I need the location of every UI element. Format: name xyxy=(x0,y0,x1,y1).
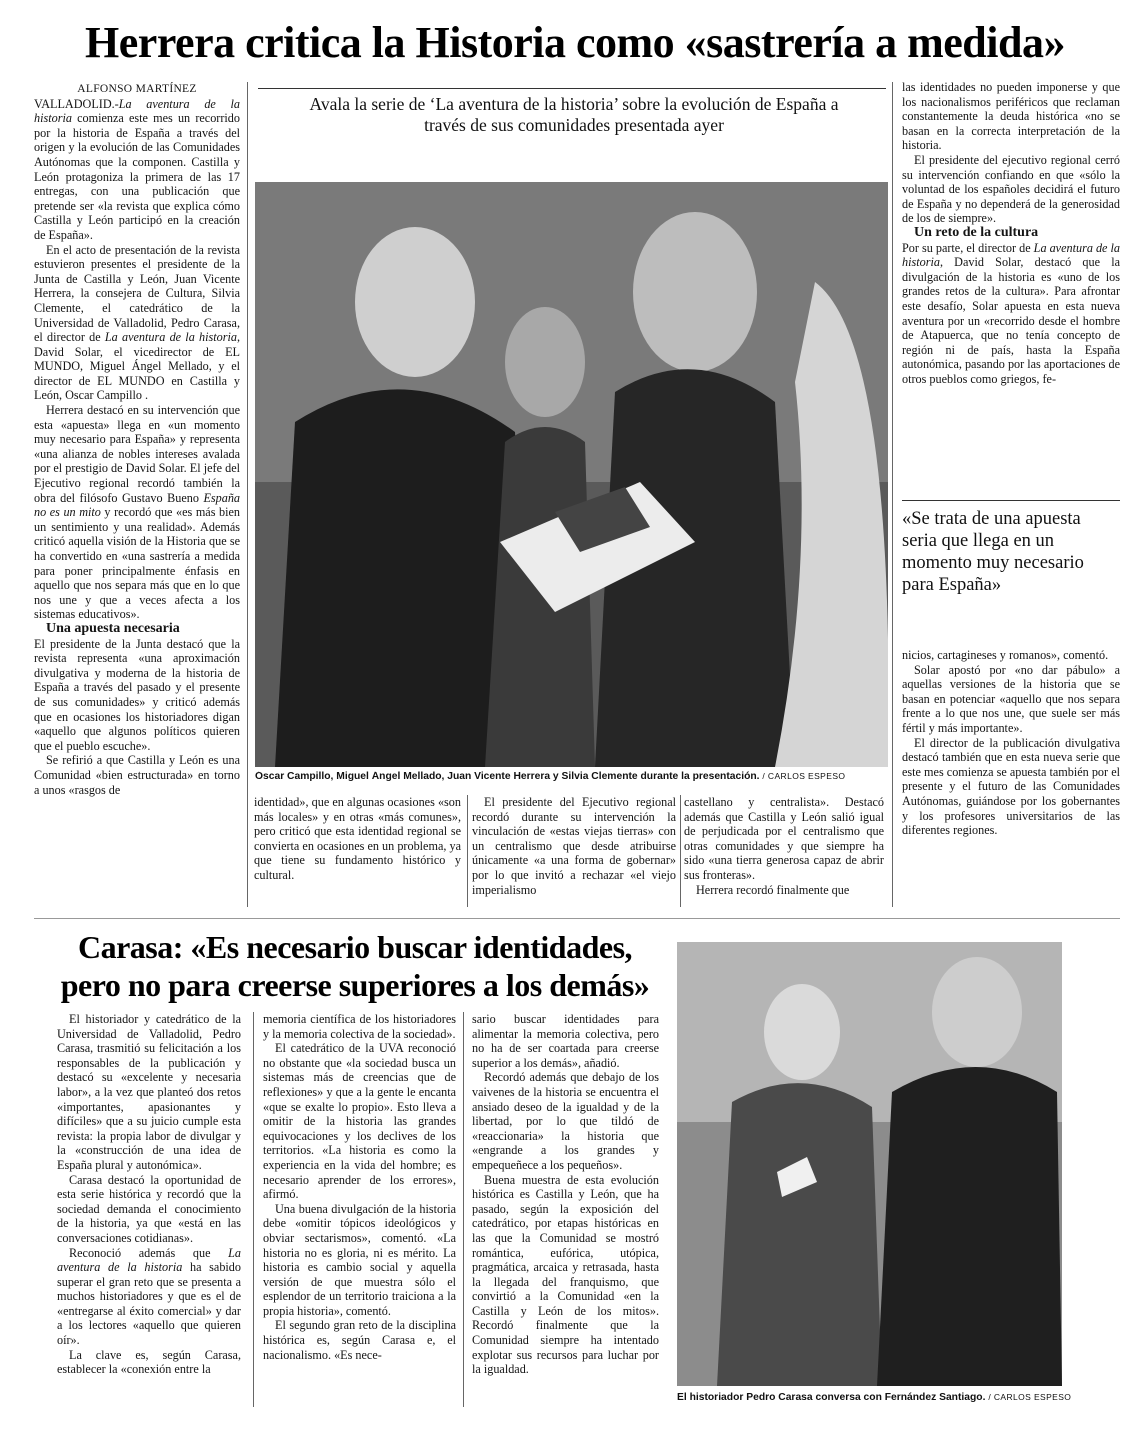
paragraph: El presidente del ejecutivo regional cerró su intervención confiando en que «sólo la voluntad de los españoles decidirá el futuro de España y no dependerá de la generosidad de los de siempre». xyxy=(902,152,1120,226)
paragraph: sario buscar identidades para alimentar la memoria colectiva, pero no ha de ser coartada para creerse superior a los demás», añadió. xyxy=(472,1012,659,1070)
paragraph: memoria científica de los historiadores y la memoria colectiva de la sociedad». xyxy=(263,1012,456,1041)
paragraph: las identidades no pueden imponerse y que los nacionalismos periféricos que reclaman constantemente la deuda histórica «no se basan en la correcta interpretación de la historia. xyxy=(902,80,1120,153)
article1-column-4 xyxy=(684,795,884,907)
paragraph: Herrera recordó finalmente que xyxy=(696,882,850,897)
article1-column-2 xyxy=(254,795,461,907)
paragraph: El presidente de la Junta destacó que la revista representa «una aproximación divulgativa y moderna de la historia de España a través del pasado y el presente de sus comunidades» y criticó además que en ocasiones los historiadores digan «aquello que algunos políticos quieren que el pueblo escuche». xyxy=(34,636,240,753)
article1-column-right xyxy=(902,80,1120,500)
paragraph: Solar apostó por «no dar pábulo» a aquellas versiones de la historia que se basan en potenciar «aquello que nos separa frente a lo que nos une, que suele ser más fértil y más importante». xyxy=(902,662,1120,735)
headline-line-1: Carasa: «Es necesario buscar identidades, xyxy=(77,929,633,965)
headline-line-2: pero no para creerse superiores a los demás» xyxy=(60,967,650,1003)
article2-column-1 xyxy=(57,1012,241,1407)
paragraph: nicios, cartagineses y romanos», comentó. xyxy=(902,648,1109,662)
article1-column-1 xyxy=(34,82,240,907)
main-headline: Herrera critica la Historia como «sastrería a medida» xyxy=(85,18,1065,67)
paragraph: castellano y centralista». Destacó además que Castilla y León salió igual de perjudicada por el centralismo que otras comunidades y que siempre ha sido «una tierra generosa capaz de abrir sus fronteras». xyxy=(684,795,884,882)
paragraph: Buena muestra de esta evolución histórica es Castilla y León, que ha pasado, según la exposición del catedrático, por etapas históricas en las que la Comunidad se mostró romántica, eufórica, utópica, pragmática, arcaica y retrasada, hasta la llegada del franquismo, que convirtió a la Comunidad «en la Castilla y León de los mitos». Recordó finalmente que la Comunidad siempre ha intentado explotar sus recursos para luchar por la igualdad. xyxy=(472,1172,659,1377)
article-deck: Avala la serie de ‘La aventura de la historia’ sobre la evolución de España a través de sus comunidades presentada ayer xyxy=(309,94,839,135)
paragraph: La clave es, según Carasa, establecer la «conexión entre la xyxy=(57,1347,241,1377)
paragraph: El segundo gran reto de la disciplina histórica es, según Carasa e, el nacionalismo. «Es nece- xyxy=(263,1318,456,1362)
paragraph: El historiador y catedrático de la Universidad de Valladolid, Pedro Carasa, trasmitió su felicitación a los responsables de la publicación y destacó su «excelente y necesaria labor», a la vez que planteó dos retos «importantes, apasionantes y difíciles» que a su juicio cumple esta revista: la propia labor de divulgar y la «construcción de una idea de España plural y autonómica». xyxy=(57,1012,241,1172)
paragraph: Reconoció además que La aventura de la historia ha sabido superar el gran reto que se presenta a muchos historiadores y que es el de «entregarse al éxito comercial» y dar a los lectores «aquello que quieren oír». xyxy=(57,1245,241,1348)
paragraph: Por su parte, el director de La aventura de la historia, David Solar, destacó que la divulgación de la historia es «uno de los grandes retos de la cultura». Para afrontar este desafío, Solar apuesta en esta nueva aventura por un «recorrido desde el hombre de Atapuerca, que no tenía concepto de región ni de país, hasta la España autonómica, pasando por las aportaciones de otros pueblos como griegos, fe- xyxy=(902,240,1120,386)
carasa-photo xyxy=(677,942,1062,1386)
paragraph: Herrera destacó en su intervención que esta «apuesta» llega en «un momento muy necesario para España» y representa «una alianza de nobles intereses avalada por el prestigio de David Solar. El jefe del Ejecutivo regional recordó también la obra del filósofo Gustavo Bueno España no es un mito y recordó que «es más bien un sentimiento y una realidad». Además criticó aquella visión de la Historia que se ha convertido en «una sastrería a medida para poner principalmente énfasis en aquello que nos separa más que en lo que nos une y que a veces afecta a los sistemas educativos». xyxy=(34,403,240,622)
presentation-photo xyxy=(255,182,888,767)
photo-caption: Óscar Campillo, Miguel Ángel Mellado, Juan Vicente Herrera y Silvia Clemente durante la presentación. / CARLOS ESPESO xyxy=(255,771,846,782)
paragraph: El director de la publicación divulgativa destacó también que en esta nueva serie que este mes comienza se apuesta también por el presente y el futuro de las Comunidades Autónomas, guiándose por los gobernantes y los profesores universitarios de las diferentes regiones. xyxy=(902,735,1120,838)
paragraph: Recordó además que debajo de los vaivenes de la historia se encuentra el ansiado deseo de la igualdad y de la libertad, por lo que tildó de «reaccionaria» la historia que «engrande a los grandes y empequeñece a los pequeños». xyxy=(472,1070,659,1172)
photo-illustration xyxy=(677,942,1062,1386)
second-headline xyxy=(50,928,660,1004)
article1-column-right-lower xyxy=(902,648,1120,908)
paragraph: Carasa destacó la oportunidad de esta serie histórica y recordó que la sociedad demanda el conocimiento de la historia, ya que «está en las conversaciones cotidianas». xyxy=(57,1172,241,1245)
article2-column-3 xyxy=(472,1012,659,1407)
pull-quote: «Se trata de una apuesta seria que llega en un momento muy necesario para España» xyxy=(902,509,1084,595)
article1-column-3 xyxy=(472,795,676,907)
paragraph: En el acto de presentación de la revista estuvieron presentes el presidente de la Junta de Castilla y León, Juan Vicente Herrera, la consejera de Cultura, Silvia Clemente, el catedrático de la Universidad de Valladolid, Pedro Carasa, el director de La aventura de la historia, David Solar, el vicedirector de EL MUNDO, Miguel Ángel Mellado, y el director de EL MUNDO en Castilla y León, Oscar Campillo . xyxy=(34,242,240,403)
subhead: Un reto de la cultura xyxy=(914,224,1039,240)
byline: ALFONSO MARTÍNEZ xyxy=(77,83,197,95)
paragraph: Se refirió a que Castilla y León es una Comunidad «bien estructurada» en torno a unos «rasgos de xyxy=(34,753,240,797)
paragraph: identidad», que en algunas ocasiones «son más locales» y en otras «más comunes», pero criticó que esta identidad regional se convierta en ocasiones en un problema, ya que tiene su fundamento histórico y cultural. xyxy=(254,795,461,882)
paragraph: VALLADOLID.-La aventura de la historia comienza este mes un recorrido por la historia de España a través del origen y la evolución de las Comunidades Autónomas que la componen. Castilla y León protagoniza la primera de las 17 entregas, con una publicación que pretende ser «la revista que explica cómo Castilla y León participó en la creación de España». xyxy=(34,96,240,242)
subhead: Una apuesta necesaria xyxy=(46,620,180,636)
photo-illustration xyxy=(255,182,888,767)
article2-column-2 xyxy=(263,1012,456,1407)
photo-caption: El historiador Pedro Carasa conversa con Fernández Santiago. / CARLOS ESPESO xyxy=(677,1392,1072,1403)
paragraph: El presidente del Ejecutivo regional recordó durante su intervención la vinculación de «estas viejas tierras» con un centralismo que desde atribuirse únicamente «a una forma de gobernar» por lo que invitó a rechazar «el viejo imperialismo xyxy=(472,795,676,897)
paragraph: El catedrático de la UVA reconoció no obstante que «la sociedad busca un sistemas más de creencias que de reflexiones» y que a la gente le encanta «que se exalte lo propio». Esto lleva a omitir de la historia las grandes equivocaciones y los declives de los territorios. «La historia es como la experiencia en la vida del hombre; es necesario aprender de los errores», afirmó. xyxy=(263,1041,456,1202)
paragraph: Una buena divulgación de la historia debe «omitir tópicos ideológicos y obviar sectarismos», comentó. «La historia no es gloria, ni es mérito. La historia es cambio social y aquella versión de que muestra sólo el esplendor de un territorio traiciona a la propia historia», comentó. xyxy=(263,1201,456,1318)
